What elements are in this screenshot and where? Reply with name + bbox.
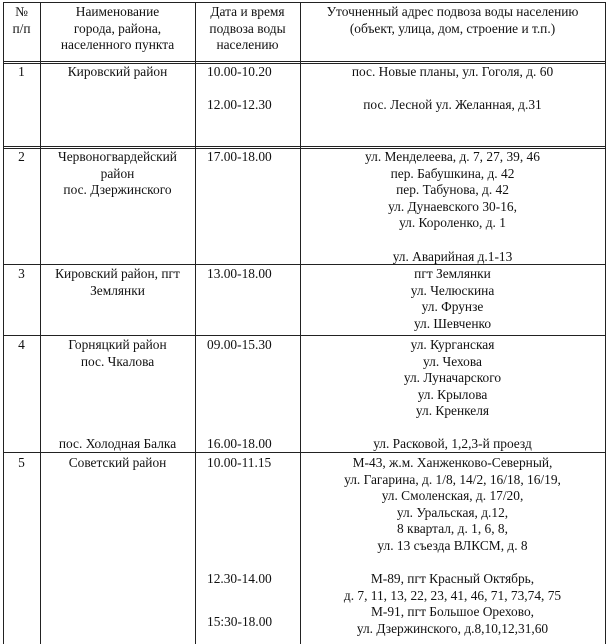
address-line: ул. Аварийная д.1-13 (392, 248, 513, 264)
row-4-time (207, 337, 272, 354)
name-line: район (100, 165, 135, 181)
row-1-name: Кировский район (67, 64, 168, 79)
row-1-time (207, 64, 272, 114)
address-line: ул. Короленко, д. 1 (399, 215, 506, 231)
row-2-name (40, 149, 195, 199)
time-slot: 09.00-15.30 (207, 337, 272, 352)
row-5-time-1: 10.00-11.15 (207, 455, 272, 470)
address-line: ул. Гагарина, д. 1/8, 14/2, 16/18, 16/19, (344, 471, 561, 487)
address-line: ул. Уральская, д.12, (396, 504, 509, 520)
address-line: М-43, ж.м. Ханженково-Северный, (352, 455, 553, 470)
name-line: Горняцкий район (68, 337, 167, 352)
header-name-line: города, района, (73, 20, 162, 36)
address-line: ул. Луначарского (403, 370, 502, 386)
address-line: пер. Табунова, д. 42 (396, 182, 509, 198)
address-line: пос. Новые планы, ул. Гоголя, д. 60 (351, 64, 554, 79)
row-3-num: 3 (18, 266, 25, 281)
table-border-top (3, 2, 606, 3)
row-5-num: 5 (18, 455, 25, 470)
header-time (195, 4, 300, 54)
column-divider (195, 2, 196, 644)
table-border-right (605, 2, 606, 644)
address-line: ул. Шевченко (413, 315, 492, 331)
name-line: Кировский район, пгт (55, 266, 180, 281)
row-divider (3, 335, 606, 336)
table-border-left (3, 2, 4, 644)
row-1-address (300, 64, 605, 114)
time-slot: 13.00-18.00 (207, 266, 272, 281)
address-line: ул. Фрунзе (421, 299, 484, 315)
time-slot: 10.00-10.20 (207, 64, 272, 79)
header-num-line: п/п (12, 20, 31, 36)
header-address (300, 4, 605, 37)
address-line: М-89, пгт Красный Октябрь, (370, 571, 535, 586)
address-line: ул. Дунаевского 30-16, (388, 198, 517, 214)
row-3-address (300, 266, 605, 332)
time-slot: 12.00-12.30 (207, 97, 272, 113)
row-3-name (40, 266, 195, 299)
header-address-line: (объект, улица, дом, строение и т.п.) (349, 20, 556, 36)
row-2-num: 2 (18, 149, 25, 164)
address-line: ул. Менделеева, д. 7, 27, 39, 46 (365, 149, 540, 164)
row-5-name: Советский район (68, 455, 167, 470)
header-num-line: № (15, 4, 28, 19)
name-line: пос. Дзержинского (63, 182, 172, 198)
address-line: пгт Землянки (414, 266, 491, 281)
header-name-line: Наименование (75, 4, 160, 19)
address-line: ул. Смоленская, д. 17/20, (381, 488, 524, 504)
name-line: Землянки (90, 282, 145, 298)
row-4-name (40, 337, 195, 370)
row-5-time-3: 15:30-18.00 (207, 614, 273, 629)
address-line: ул. Крылова (417, 386, 488, 402)
row-1-num: 1 (18, 64, 25, 79)
address-line: ул. Курганская (410, 337, 495, 352)
header-time-line: населению (216, 37, 279, 53)
column-divider (40, 2, 41, 644)
address-line: М-91, пгт Большое Орехово, (370, 604, 535, 620)
address-line: 8 квартал, д. 1, 6, 8, (397, 521, 508, 537)
row-4-num: 4 (18, 337, 25, 352)
time-slot: 17.00-18.00 (207, 149, 272, 164)
row-2-time (207, 149, 272, 166)
address-line: ул. Кренкеля (415, 403, 490, 419)
address-line: ул. Чехова (423, 353, 482, 369)
address-line: ул. Дзержинского, д.8,10,12,31,60 (356, 620, 549, 636)
address-line: ул. Челюскина (410, 282, 495, 298)
address-line: пер. Бабушкина, д. 42 (390, 165, 515, 181)
row-5-time-2: 12.30-14.00 (207, 571, 272, 586)
name-line: пос. Чкалова (80, 353, 155, 369)
address-line: пос. Лесной ул. Желанная, д.31 (363, 97, 542, 113)
header-time-line: Дата и время (210, 4, 285, 19)
row-4-name-extra: пос. Холодная Балка (58, 436, 177, 451)
address-line: ул. 13 съезда ВЛКСМ, д. 8 (377, 537, 528, 553)
header-time-line: подвоза воды (209, 20, 286, 36)
row-3-time (207, 266, 272, 283)
row-4-address (300, 337, 605, 420)
row-5-address (300, 455, 605, 555)
header-name-line: населенного пункта (60, 37, 175, 53)
address-line: д. 7, 11, 13, 22, 23, 41, 46, 71, 73,74, 75 (343, 587, 562, 603)
row-2-address (300, 149, 605, 265)
row-4-address-extra: ул. Расковой, 1,2,3-й проезд (373, 436, 532, 451)
header-address-line: Уточненный адрес подвоза воды населению (326, 4, 579, 19)
row-5-address-extra (300, 571, 605, 637)
header-name (40, 4, 195, 54)
name-line: Червоногвардейский (58, 149, 177, 164)
header-num (3, 4, 40, 37)
row-4-time-extra: 16.00-18.00 (207, 436, 272, 451)
